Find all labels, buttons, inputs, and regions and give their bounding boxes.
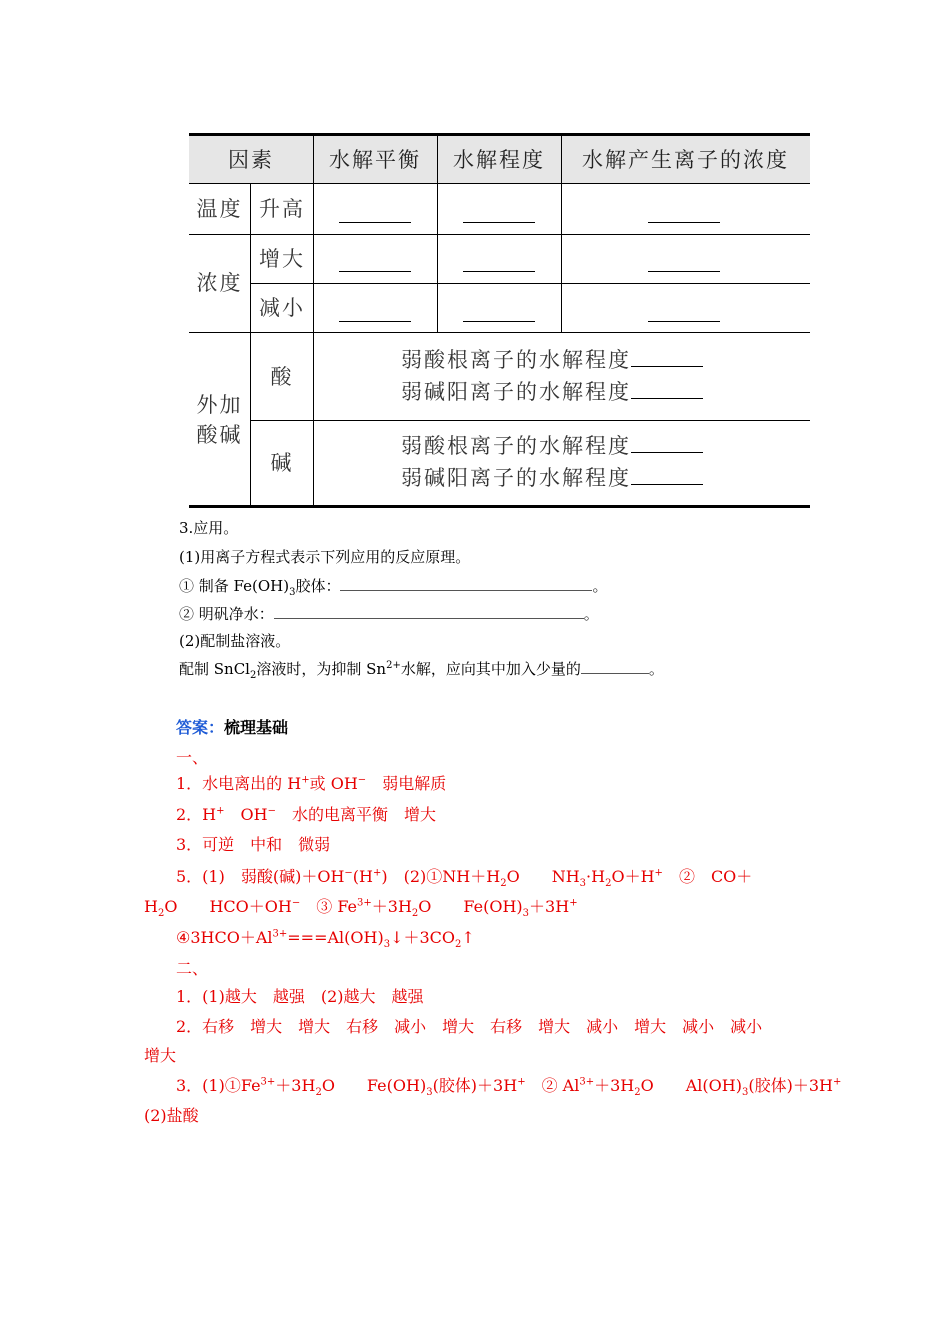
q-period: 。 — [648, 660, 664, 678]
weak-acid-degree-text: 弱酸根离子的水解程度 — [401, 434, 631, 458]
a-text: ＋3H — [371, 897, 412, 916]
question-3-2-line — [179, 659, 664, 679]
a-text: ↑ — [461, 928, 475, 947]
a-sup: + — [832, 1076, 842, 1088]
a-text: ③ Fe — [300, 897, 358, 916]
weak-base-degree-text: 弱碱阳离子的水解程度 — [401, 466, 631, 490]
a-text: O＋H — [611, 867, 655, 886]
a-text: (胶体)＋3H — [432, 1076, 518, 1095]
q-text: ② 明矾净水： — [179, 605, 274, 623]
a-sub: 3 — [579, 878, 587, 890]
row-line — [250, 283, 810, 284]
answer-title: 梳理基础 — [224, 718, 289, 737]
answer-blank — [631, 344, 703, 367]
a-text: ) (2)①NH＋H — [381, 867, 501, 886]
answer-1-3: 3．可逆 中和 微弱 — [176, 835, 331, 854]
question-3-title: 3.应用。 — [179, 519, 239, 537]
a-sup: + — [373, 867, 382, 879]
a-text: O HCO＋OH — [164, 897, 292, 916]
a-text: 弱电解质 — [366, 774, 447, 793]
a-text: 水的电离平衡 增大 — [276, 805, 437, 824]
sub-label-decrease: 减小 — [259, 295, 305, 320]
a-text: O Al(OH) — [640, 1076, 742, 1095]
a-sub: 2 — [157, 908, 165, 920]
a-sub: 3 — [522, 908, 530, 920]
a-text: 5．(1) 弱酸(碱)＋OH — [176, 867, 345, 886]
col-line — [313, 133, 314, 507]
answer-2-3-last: (2)盐酸 — [144, 1106, 199, 1125]
answer-blank — [648, 271, 720, 272]
a-sup: 3+ — [579, 1076, 595, 1088]
answer-1-1 — [176, 773, 446, 795]
a-text: ④3HCO＋Al — [176, 928, 273, 947]
a-sub: 2 — [455, 939, 462, 951]
answer-2-1: 1．(1)越大 越强 (2)越大 越强 — [176, 987, 424, 1006]
a-text: 1．水电离出的 H — [176, 774, 302, 793]
a-text: O Fe(OH) — [321, 1076, 427, 1095]
row-label-temperature: 温度 — [196, 197, 243, 221]
a-sup: 3+ — [272, 928, 288, 940]
a-sub: 2 — [500, 878, 507, 890]
a-sup: + — [216, 805, 225, 817]
a-text: O NH — [506, 867, 580, 886]
a-text: ＋3H — [275, 1076, 316, 1095]
q-sub: 2 — [249, 670, 257, 681]
answer-1-5-line3 — [176, 927, 475, 949]
q-period: 。 — [592, 577, 608, 595]
answer-blank — [463, 222, 535, 223]
base-effect-cell — [401, 430, 703, 494]
a-text: ② CO＋ — [662, 867, 753, 886]
answer-section-1: 一、 — [176, 748, 209, 767]
answer-blank — [631, 430, 703, 453]
a-text: O Fe(OH) — [418, 897, 523, 916]
row-label-concentration: 浓度 — [196, 271, 243, 295]
q-text: ① 制备 Fe(OH) — [179, 577, 290, 595]
q-text: 胶体： — [295, 577, 341, 595]
a-sub: 3 — [741, 1087, 749, 1099]
sub-label-increase: 增大 — [259, 246, 305, 271]
a-sup: + — [517, 1076, 526, 1088]
acid-base-label-line1: 外加 — [196, 392, 243, 417]
answer-blank — [340, 576, 592, 591]
a-text: ===Al(OH) — [287, 928, 384, 947]
answer-2-3 — [176, 1075, 841, 1097]
a-text: ·H — [586, 867, 606, 886]
hydrolysis-factors-table — [189, 133, 810, 507]
a-sup: + — [654, 867, 663, 879]
a-text: H — [144, 897, 158, 916]
answer-1-5-line1 — [176, 866, 752, 888]
acid-base-label-line2: 酸碱 — [196, 422, 243, 447]
answer-blank — [339, 271, 411, 272]
answer-2-2-wrap: 增大 — [144, 1046, 177, 1065]
question-3-1-b — [179, 604, 599, 624]
question-3-2: (2)配制盐溶液。 — [179, 632, 291, 650]
q-text: 配制 SnCl — [179, 660, 250, 678]
sub-label-rise: 升高 — [259, 197, 305, 221]
a-text: ② Al — [525, 1076, 580, 1095]
a-text: 3．(1)①Fe — [176, 1076, 261, 1095]
a-sup: − — [357, 774, 367, 786]
answer-blank — [463, 321, 535, 322]
a-text: ＋3H — [594, 1076, 635, 1095]
answer-section-2: 二、 — [176, 959, 209, 978]
sub-label-base: 碱 — [270, 451, 294, 475]
question-3-1-a — [179, 576, 608, 596]
answer-1-2 — [176, 804, 436, 826]
a-sub: 3 — [383, 939, 391, 951]
a-text: 2．H — [176, 805, 217, 824]
weak-base-degree-text: 弱碱阳离子的水解程度 — [401, 380, 631, 404]
a-sub: 3 — [426, 1087, 433, 1099]
a-sub: 2 — [411, 908, 419, 920]
q-sub: 3 — [289, 587, 296, 598]
answer-blank — [274, 604, 584, 619]
answer-blank — [648, 321, 720, 322]
answer-2-2: 2．右移 增大 增大 右移 减小 增大 右移 增大 减小 增大 减小 减小 — [176, 1017, 763, 1036]
a-text: (H — [352, 867, 373, 886]
a-sup: − — [344, 867, 353, 879]
q-text: 溶液时，为抑制 Sn — [256, 660, 387, 678]
answer-label: 答案： — [176, 718, 225, 737]
answer-blank — [463, 271, 535, 272]
a-sup: + — [569, 897, 578, 909]
answer-blank — [631, 376, 703, 399]
q-text: 水解，应向其中加入少量的 — [400, 660, 581, 678]
acid-effect-cell — [401, 344, 703, 408]
question-3-1: (1)用离子方程式表示下列应用的反应原理。 — [179, 548, 471, 566]
a-sup: + — [301, 774, 310, 786]
row-label-added-acid-base — [189, 333, 250, 506]
row-line — [250, 420, 810, 421]
a-text: (胶体)＋3H — [748, 1076, 833, 1095]
a-sup: − — [267, 805, 276, 817]
a-sup: 3+ — [357, 897, 372, 909]
answer-1-5-line2 — [144, 896, 578, 918]
answer-blank — [581, 659, 649, 674]
sub-label-acid: 酸 — [270, 364, 294, 389]
a-text: OH — [224, 805, 268, 824]
a-sub: 2 — [605, 878, 612, 890]
q-sup: 2+ — [386, 660, 401, 671]
a-sup: − — [291, 897, 301, 909]
answer-blank — [339, 222, 411, 223]
a-sup: 3+ — [260, 1076, 276, 1088]
header-hydrolysis-degree: 水解程度 — [453, 148, 545, 172]
header-hydrolysis-equilibrium: 水解平衡 — [329, 148, 421, 172]
a-text: ↓＋3CO — [390, 928, 456, 947]
a-text: ＋3H — [529, 897, 570, 916]
a-sub: 2 — [634, 1087, 641, 1099]
table-bottom-border — [189, 505, 810, 508]
answer-blank — [339, 321, 411, 322]
a-sub: 2 — [315, 1087, 322, 1099]
answer-blank — [648, 222, 720, 223]
q-period: 。 — [583, 605, 599, 623]
weak-acid-degree-text: 弱酸根离子的水解程度 — [401, 348, 631, 372]
a-text: 或 OH — [309, 774, 358, 793]
answer-heading — [176, 717, 288, 739]
answer-blank — [631, 462, 703, 485]
header-ion-concentration: 水解产生离子的浓度 — [582, 148, 789, 172]
header-factor: 因素 — [228, 148, 274, 172]
